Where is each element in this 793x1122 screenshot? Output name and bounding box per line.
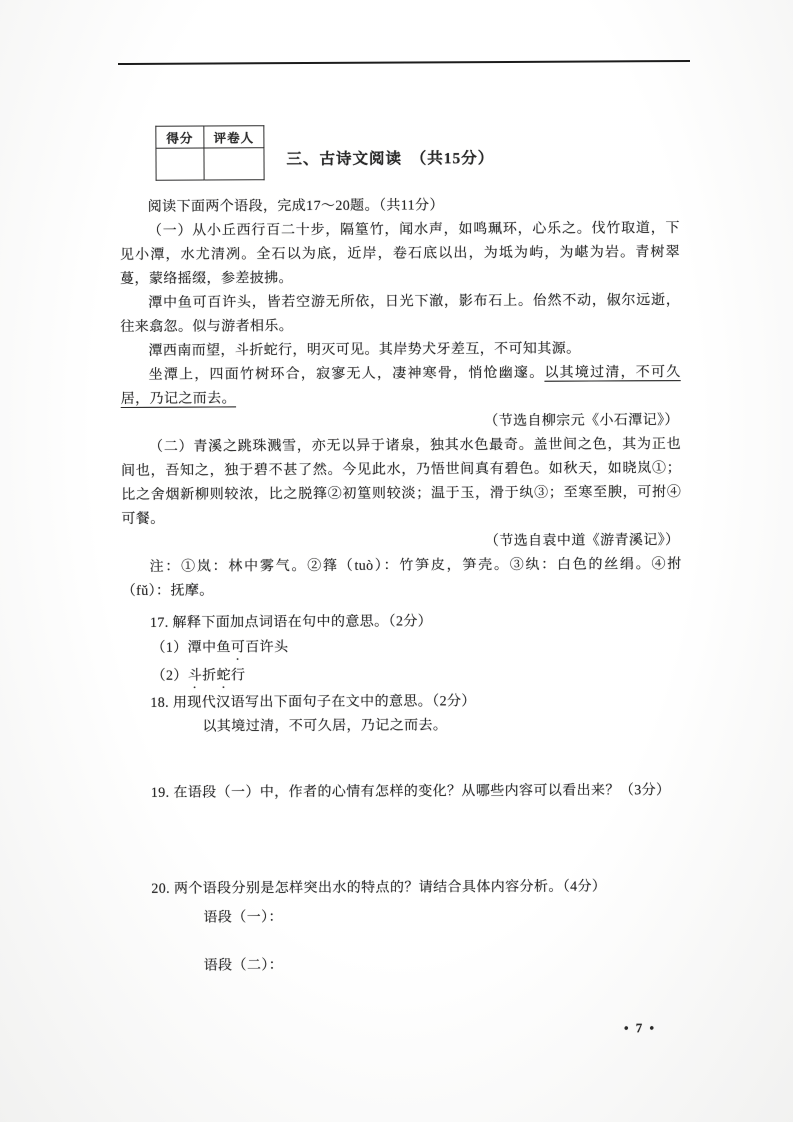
q17-sub2-emphasized-1: 斗 — [187, 668, 203, 684]
question-18: 18. 用现代汉语写出下面句子在文中的意思。（2分） — [150, 694, 476, 711]
intro-line: 阅读下面两个语段，完成17～20题。（共11分） — [147, 198, 444, 215]
passage1-para3: 潭西南而望，斗折蛇行，明灭可见。其岸势犬牙差互，不可知其源。 — [148, 341, 581, 359]
notes-line: 注：①岚：林中雾气。②箨（tuò）：竹笋皮，笋壳。③纨：白色的丝绢。④拊（fǔ）：抚摩。 — [121, 557, 682, 599]
question-17-sub2 — [152, 661, 683, 692]
passage1-source: （节选自柳宗元《小石潭记》） — [484, 413, 679, 430]
question-20: 20. 两个语段分别是怎样突出水的特点的？请结合具体内容分析。（4分） — [151, 879, 607, 897]
passage2-source: （节选自袁中道《游青溪记》） — [484, 533, 680, 550]
grader-value-cell — [204, 148, 264, 180]
passage1-para4-underlined: 以其境过清，不可久居，乃记之而去。 — [120, 365, 681, 407]
q17-sub1-post: 百许头 — [245, 640, 289, 656]
passage1-para2: 潭中鱼可百许头，皆若空游无所依，日光下澈，影布石上。佁然不动，俶尔远逝，往来翕忽。似与游者相乐。 — [120, 293, 681, 335]
page-number: • 7 • — [623, 1020, 657, 1036]
grader-label-cell: 评卷人 — [204, 126, 264, 148]
q17-sub2-pre: （2） — [151, 668, 188, 684]
q17-sub2-emphasized-2: 蛇 — [216, 668, 232, 684]
header-rule — [118, 60, 690, 65]
question-17-sub1 — [151, 633, 682, 664]
score-value-cell — [156, 148, 204, 180]
page-content — [119, 60, 684, 1039]
score-label-cell: 得分 — [156, 126, 204, 148]
question-20-segment2-label: 语段（二）： — [203, 958, 284, 974]
header-row — [119, 123, 679, 181]
section-title: 三、古诗文阅读 （共15分） — [286, 150, 495, 169]
question-19: 19. 在语段（一）中，作者的心情有怎样的变化？从哪些内容可以看出来？（3分） — [150, 783, 671, 801]
passage1-para4-plain: 坐潭上，四面竹树环合，寂寥无人，凄神寒骨，悄怆幽邃。 — [148, 365, 545, 383]
q17-sub1-emphasized: 可 — [230, 640, 246, 656]
question-20-segment1-label: 语段（一）： — [203, 910, 283, 926]
question-17: 17. 解释下面加点词语在句中的意思。（2分） — [149, 614, 433, 631]
q17-sub1-pre: （1）潭中鱼 — [151, 640, 231, 656]
question-18-sentence: 以其境过清，不可久居，乃记之而去。 — [202, 718, 448, 735]
passage1-para4 — [121, 361, 681, 412]
passage1-para1: （一）从小丘西行百二十步，隔篁竹，闻水声，如鸣珮环，心乐之。伐竹取道，下见小潭，水尤清冽。全石以为底，近岸，卷石底以出，为坻为屿，为嵁为岩。青树翠蔓，蒙络摇缀，参差披拂。 — [119, 221, 681, 287]
score-table — [155, 125, 264, 181]
q17-sub2-mid: 折 — [202, 668, 217, 684]
q17-sub2-post: 行 — [230, 668, 246, 684]
passage2-para1: （二）青溪之跳珠溅雪，亦无以异于诸泉，独其水色最奇。盖世间之色，其为正也间也，吾知之，独于碧不甚了然。今见此水，乃悟世间真有碧色。如秋天，如晓岚①；比之舍烟新柳则较浓，比之脱箨②初篁则较淡；温于玉，滑于纨③；至寒至腴，可拊④可餐。 — [121, 437, 682, 527]
